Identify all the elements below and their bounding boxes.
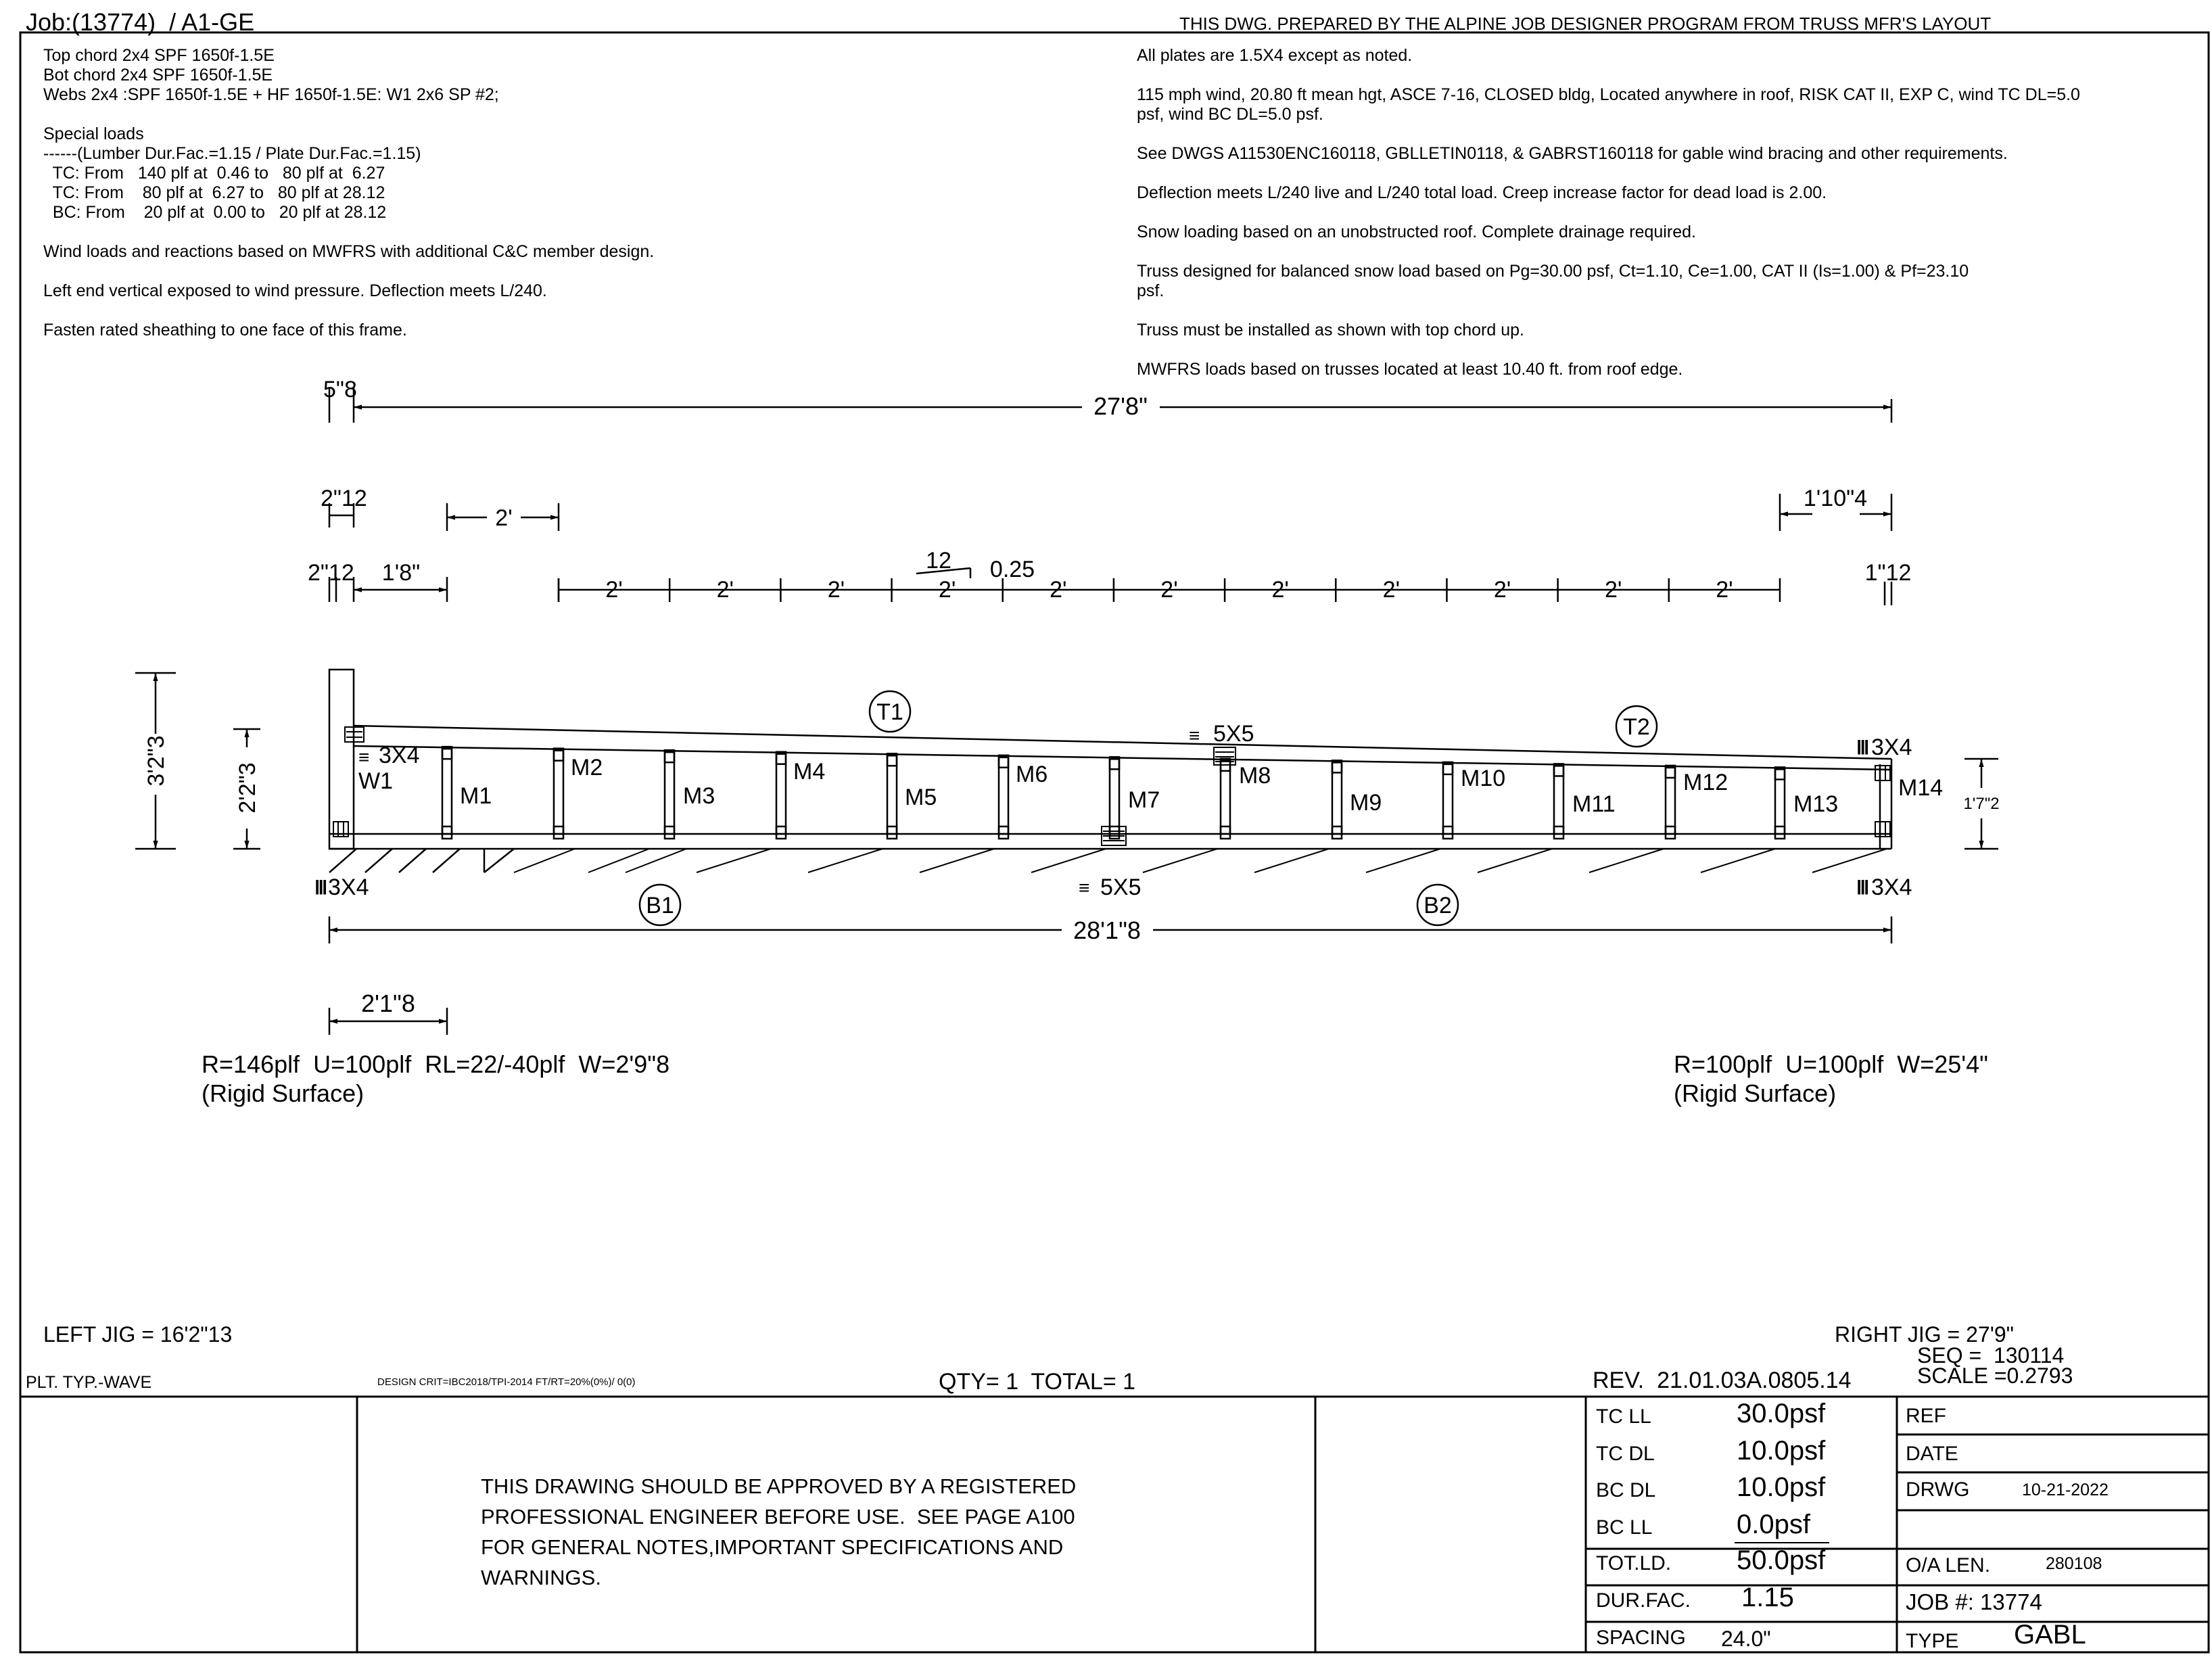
notes-right-line: Snow loading based on an unobstructed roof. Complete drainage required. <box>1137 223 1696 241</box>
dim-overall-top: 27'8" <box>1093 392 1148 420</box>
oalen-label: O/A LEN. <box>1906 1554 1991 1577</box>
left-jig: LEFT JIG = 16'2"13 <box>43 1322 233 1347</box>
notes-left-line: TC: From 80 plf at 6.27 to 80 plf at 28.12 <box>43 183 385 202</box>
ref-label: REF <box>1906 1405 1946 1427</box>
dim-span-label: 2' <box>938 577 956 603</box>
dim-span-label: 2' <box>1716 577 1733 603</box>
reaction-left-1: R=146plf U=100plf RL=22/-40plf W=2'9"8 <box>202 1050 670 1078</box>
member-m3 <box>665 752 674 834</box>
dim-span-label: 2' <box>1382 577 1401 603</box>
revision: REV. 21.01.03A.0805.14 <box>1593 1368 1852 1393</box>
notes-right-line: All plates are 1.5X4 except as noted. <box>1137 46 1413 65</box>
ground-hatch <box>1254 849 1329 872</box>
load-value: 0.0psf <box>1737 1510 1810 1539</box>
notes-right-line: Deflection meets L/240 live and L/240 total load. Creep increase factor for dead load is 2.00. <box>1137 183 1827 202</box>
drwg-value: 10-21-2022 <box>2022 1480 2109 1499</box>
notes-left-line: Left end vertical exposed to wind pressure. Deflection meets L/240. <box>43 281 547 300</box>
member-plate <box>776 826 786 839</box>
notes-right-line: See DWGS A11530ENC160118, GBLLETIN0118, & GABRST160118 for gable wind bracing and other requirements. <box>1137 144 2008 163</box>
member-plate <box>554 826 563 839</box>
ground-hatch <box>588 849 649 872</box>
type-label: TYPE <box>1906 1630 1959 1652</box>
svg-text:≡: ≡ <box>1189 725 1200 746</box>
dim-2ft-upper: 2' <box>495 505 513 531</box>
load-value: 10.0psf <box>1737 1436 1826 1466</box>
dim-span-label: 2' <box>716 577 734 603</box>
member-m7 <box>1110 759 1119 834</box>
load-label: BC LL <box>1596 1516 1653 1539</box>
plate-top-right <box>1875 766 1890 780</box>
dim-2-12-b: 2"12 <box>308 560 354 586</box>
member-label-m8: M8 <box>1239 763 1271 789</box>
notes-right-line: MWFRS loads based on trusses located at least 10.40 ft. from roof edge. <box>1137 360 1683 379</box>
dim-top-left-small: 5"8 <box>323 377 357 402</box>
plate-label-top-left: 3X4 <box>379 743 420 768</box>
svg-text:≡: ≡ <box>1079 877 1090 898</box>
dim-span-label: 2' <box>1050 577 1067 603</box>
dim-right-1-10-4: 1'10"4 <box>1803 486 1868 511</box>
dim-left-height-outer: 3'2"3 <box>143 735 169 787</box>
ground-hatch <box>1366 849 1440 872</box>
dim-2-12-a: 2"12 <box>321 486 367 511</box>
notes-left-line: Fasten rated sheathing to one face of this frame. <box>43 321 407 340</box>
member-label-m9: M9 <box>1350 790 1382 816</box>
dim-right-1-12: 1"12 <box>1864 560 1912 586</box>
member-label-m3: M3 <box>683 783 715 809</box>
oalen-value: 280108 <box>2046 1554 2102 1573</box>
job-number: JOB #: 13774 <box>1906 1589 2042 1614</box>
reaction-left-2: (Rigid Surface) <box>202 1079 364 1107</box>
reaction-right-2: (Rigid Surface) <box>1674 1079 1837 1107</box>
member-label-m12: M12 <box>1683 770 1728 795</box>
member-label-m2: M2 <box>571 755 603 780</box>
load-label: TC LL <box>1596 1405 1651 1428</box>
plate-label-top-right: 3X4 <box>1871 734 1912 760</box>
ground-hatch <box>697 849 771 872</box>
ground-hatch <box>626 849 686 872</box>
member-m5 <box>887 755 897 834</box>
chord-label-t2: T2 <box>1623 714 1650 740</box>
ground-hatch <box>1589 849 1664 872</box>
ground-hatch <box>808 849 883 872</box>
member-m2 <box>554 751 563 834</box>
load-label: SPACING <box>1596 1627 1686 1649</box>
dim-span-label: 2' <box>827 577 845 603</box>
member-plate <box>1554 826 1563 839</box>
load-label: TC DL <box>1596 1443 1655 1465</box>
chord-label-t1: T1 <box>876 699 903 725</box>
svg-text:Ⅲ: Ⅲ <box>314 877 328 898</box>
notes-left-line: Wind loads and reactions based on MWFRS with additional C&C member design. <box>43 242 655 261</box>
quantity: QTY= 1 TOTAL= 1 <box>939 1369 1136 1395</box>
member-plate <box>1775 826 1785 839</box>
dim-bottom-overall: 28'1"8 <box>1073 916 1141 944</box>
load-value: 10.0psf <box>1737 1472 1826 1502</box>
member-plate <box>665 826 674 839</box>
ground-hatch <box>1031 849 1106 872</box>
chord-label-b2: B2 <box>1423 893 1452 918</box>
plate-label-mid-bottom: 5X5 <box>1100 874 1142 900</box>
design-criteria: DESIGN CRIT=IBC2018/TPI-2014 FT/RT=20%(0%)/ 0(0) <box>377 1376 636 1388</box>
dim-span-label: 2' <box>1160 577 1178 603</box>
notes-left-line: Webs 2x4 :SPF 1650f-1.5E + HF 1650f-1.5E: W1 2x6 SP #2; <box>43 85 499 104</box>
member-m6 <box>999 757 1008 834</box>
load-value: 1.15 <box>1741 1583 1794 1612</box>
load-value: 30.0psf <box>1737 1399 1826 1428</box>
member-plate <box>887 826 897 839</box>
plate-label-bottom-left: 3X4 <box>328 874 369 900</box>
member-plate <box>1110 826 1119 839</box>
member-plate <box>442 826 452 839</box>
member-m4 <box>776 754 786 834</box>
dim-span-label: 2' <box>1271 577 1289 603</box>
warning-line: PROFESSIONAL ENGINEER BEFORE USE. SEE PAGE A100 <box>481 1505 1075 1528</box>
ground-hatch <box>1143 849 1217 872</box>
dim-right-height: 1'7"2 <box>1963 795 2000 813</box>
warning-line: WARNINGS. <box>481 1566 601 1589</box>
dim-span-label: 2' <box>605 577 623 603</box>
load-value: 50.0psf <box>1737 1545 1826 1575</box>
notes-left-line: ------(Lumber Dur.Fac.=1.15 / Plate Dur.Fac.=1.15) <box>43 144 421 163</box>
dim-span-label: 2' <box>1493 577 1511 603</box>
type-value: GABL <box>2014 1620 2086 1650</box>
svg-text:Ⅲ: Ⅲ <box>1856 877 1870 898</box>
date-label: DATE <box>1906 1443 1958 1465</box>
ground-hatch <box>514 849 575 872</box>
member-plate <box>1221 826 1230 839</box>
member-label-w1: W1 <box>358 768 393 794</box>
load-label: BC DL <box>1596 1479 1656 1501</box>
warning-line: THIS DRAWING SHOULD BE APPROVED BY A REGISTERED <box>481 1474 1077 1498</box>
member-label-m11: M11 <box>1572 791 1616 817</box>
plate-type: PLT. TYP.-WAVE <box>26 1373 152 1392</box>
notes-left-line: TC: From 140 plf at 0.46 to 80 plf at 6.27 <box>43 164 385 183</box>
ground-hatch <box>920 849 994 872</box>
notes-left-line: BC: From 20 plf at 0.00 to 20 plf at 28.12 <box>43 203 387 222</box>
load-label: DUR.FAC. <box>1596 1589 1691 1612</box>
svg-text:≡: ≡ <box>358 747 370 768</box>
job-title: Job:(13774) / A1-GE <box>26 8 255 36</box>
ground-hatch <box>1812 849 1887 872</box>
member-label-m4: M4 <box>793 759 826 785</box>
pitch-run: 0.25 <box>989 557 1035 582</box>
chord-label-b1: B1 <box>646 893 674 918</box>
member-label-m14: M14 <box>1898 775 1944 801</box>
dim-left-height-inner: 2'2"3 <box>235 762 260 814</box>
approval-warning <box>481 1471 1076 1593</box>
load-label: TOT.LD. <box>1596 1552 1672 1574</box>
seq: SEQ = 130114 <box>1917 1343 2065 1368</box>
member-label-m6: M6 <box>1016 762 1048 787</box>
member-plate <box>1443 826 1453 839</box>
warning-line: FOR GENERAL NOTES,IMPORTANT SPECIFICATIONS AND <box>481 1535 1064 1559</box>
dim-1-8: 1'8" <box>381 560 421 586</box>
member-m1 <box>442 749 452 834</box>
reaction-right-1: R=100plf U=100plf W=25'4" <box>1674 1050 1988 1078</box>
load-value: 24.0" <box>1721 1627 1771 1651</box>
plate-label-bottom-right: 3X4 <box>1871 874 1912 900</box>
pitch-rise: 12 <box>926 548 951 574</box>
notes-right-line: psf, wind BC DL=5.0 psf. <box>1137 105 1323 124</box>
member-plate <box>999 826 1008 839</box>
notes-left-line: Special loads <box>43 124 144 143</box>
member-plate <box>1332 826 1342 839</box>
member-label-m10: M10 <box>1461 766 1506 791</box>
scale: SCALE =0.2793 <box>1917 1363 2073 1388</box>
dim-span-label: 2' <box>1605 577 1622 603</box>
prepared-by-note: THIS DWG. PREPARED BY THE ALPINE JOB DESIGNER PROGRAM FROM TRUSS MFR'S LAYOUT <box>1179 14 1992 34</box>
member-label-m1: M1 <box>460 783 492 809</box>
right-jig: RIGHT JIG = 27'9" <box>1835 1322 2014 1347</box>
member-label-m5: M5 <box>905 785 937 810</box>
notes-left-line: Bot chord 2x4 SPF 1650f-1.5E <box>43 66 273 85</box>
member-plate <box>1666 826 1675 839</box>
notes-left-line: Top chord 2x4 SPF 1650f-1.5E <box>43 46 275 65</box>
svg-text:Ⅲ: Ⅲ <box>1856 737 1870 758</box>
ground-hatch <box>1478 849 1552 872</box>
drwg-label: DRWG <box>1906 1478 1970 1501</box>
notes-right-line: Truss must be installed as shown with top chord up. <box>1137 321 1524 340</box>
dim-bottom-2-1-8: 2'1"8 <box>361 989 415 1017</box>
member-label-m7: M7 <box>1128 787 1160 813</box>
notes-right-line: 115 mph wind, 20.80 ft mean hgt, ASCE 7-16, CLOSED bldg, Located anywhere in roof, RISK CAT II, EXP C, wind TC DL=5.0 <box>1137 85 2080 104</box>
top-chord <box>354 726 1891 759</box>
notes-right-line: psf. <box>1137 281 1164 300</box>
notes-right-line: Truss designed for balanced snow load based on Pg=30.00 psf, Ct=1.10, Ce=1.00, CAT II (Is=1.00) & Pf=23.10 <box>1137 262 1969 281</box>
ground-hatch <box>1701 849 1775 872</box>
member-label-m13: M13 <box>1793 791 1839 817</box>
plate-label-mid-top: 5X5 <box>1213 721 1254 747</box>
